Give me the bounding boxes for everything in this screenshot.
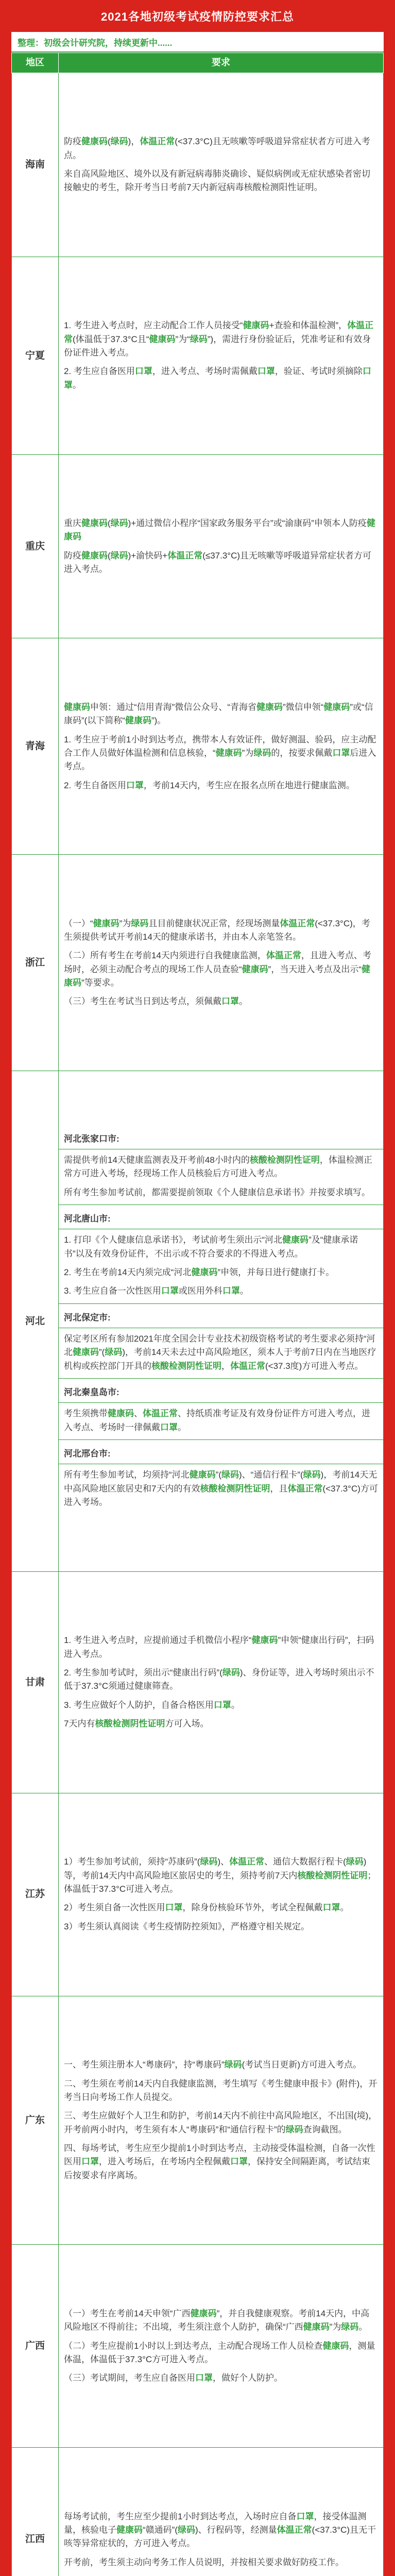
requirement-text: 所有考生参加考试前，都需要提前领取《个人健康信息承诺书》并按要求填写。: [64, 1187, 370, 1197]
requirements-table: [11, 53, 384, 2576]
requirement-text: 2. 考生自备医用口罩，考前14天内，考生应在报名点所在地进行健康监测。: [64, 780, 355, 790]
page-title: 2021各地初级考试疫情防控要求汇总: [11, 0, 384, 32]
update-notice: 整理：初级会计研究院，持续更新中......: [11, 32, 384, 53]
requirement-text: 考生须携带健康码、体温正常、持纸质准考证及有效身份证件方可进入考点，进入考点、考场时一律佩戴口罩。: [64, 1409, 370, 1432]
table-row: [12, 2448, 384, 2576]
requirement-cell: [59, 855, 384, 1071]
table-row: [12, 1571, 384, 1793]
requirement-text: 重庆健康码(绿码)+通过微信小程序“国家政务服务平台”或“渝康码”申领本人防疫健康码: [64, 518, 375, 542]
requirement-text: 健康码申领：通过“信用青海”微信公众号、“青海省健康码”微信申领“健康码”或“信康码”(以下简称“健康码”)。: [64, 702, 373, 726]
city-section: [59, 1303, 383, 1373]
requirement-text: （三）考生在考试当日到达考点，须佩戴口罩。: [64, 996, 248, 1007]
requirement-text: 一、考生须注册本人“粤康码”，持“粤康码”绿码(考试当日更新)方可进入考点。: [64, 2060, 362, 2070]
requirement-text: 需提供考前14天健康监测表及开考前48小时内的核酸检测阴性证明，体温检测正常方可进入考场，经现场工作人员核验后方可进入考点。: [64, 1155, 372, 1179]
requirement-text: 2. 考生在考前14天内须完成“河北健康码”申领，并每日进行健康打卡。: [64, 1267, 335, 1278]
requirement-text: 1. 考生应于考前1小时到达考点，携带本人有效证件，做好测温、验码，应主动配合工作人员做好体温检测和信息核验，“健康码”为绿码的，按要求佩戴口罩后进入考点。: [64, 734, 376, 772]
requirement-text: （二）所有考生在考前14天内须进行自我健康监测，体温正常，且进入考点、考场时，必须主动配合考点的现场工作人员查验“健康码”，当天进入考点及出示“健康码”等要求。: [64, 951, 371, 988]
requirement-text: 所有考生参加考试，均须持“河北健康码”(绿码)、“通信行程卡”(绿码)，考前14天无中高风险地区旅居史和7天内的有效核酸检测阴性证明，且体温正常(<37.3°C)方可进入考场。: [64, 1470, 378, 1507]
table-row: [12, 638, 384, 855]
requirement-text: 7天内有核酸检测阴性证明方可入场。: [64, 1719, 209, 1729]
requirement-text: 1. 打印《个人健康信息承诺书》，考试前考生须出示“河北健康码”及“健康承诺书”以及有效身份证件，不出示或不符合要求的不得进入考点。: [64, 1235, 358, 1259]
region-cell: 江西: [12, 2448, 59, 2576]
table-body: [12, 73, 384, 2576]
table-header-row: [12, 53, 384, 73]
city-heading: 河北唐山市:: [59, 1209, 383, 1229]
requirement-text: 每场考试前，考生应至少提前1小时到达考点，入场时应自备口罩，接受体温测量，核验电子健康码“赣通码”(绿码)、行程码等，经测量体温正常(<37.3°C)且无干咳等异常症状的，方可进入考点。: [64, 2511, 376, 2549]
requirement-text: 1）考生参加考试前，须持“苏康码”(绿码)、体温正常、通信大数据行程卡(绿码)等，考前14天内中高风险地区旅居史的考生，须持考前7天内核酸检测阴性证明；体温低于37.3°C可进入考点。: [64, 1857, 376, 1894]
requirement-text: 3. 考生应自备一次性医用口罩或医用外科口罩。: [64, 1286, 249, 1296]
requirement-text: 2）考生须自备一次性医用口罩，除身份核验环节外，考试全程佩戴口罩。: [64, 1903, 349, 1913]
page-frame: [11, 0, 384, 2576]
table-row: [12, 855, 384, 1071]
requirement-cell: [59, 2245, 384, 2448]
city-heading: 河北保定市:: [59, 1308, 383, 1328]
city-section: [59, 1439, 383, 1509]
requirement-text: 二、考生须在考前14天内自我健康监测，考生填写《考生健康申报卡》(附件)，开考当日向考场工作人员提交。: [64, 2078, 377, 2102]
requirement-text: 2. 考生应自备医用口罩，进入考点、考场时需佩戴口罩，验证、考试时须摘除口罩。: [64, 366, 371, 390]
requirement-cell: [59, 454, 384, 638]
region-cell: 海南: [12, 73, 59, 257]
region-cell: 宁夏: [12, 257, 59, 454]
table-row: [12, 1071, 384, 1572]
table-row: [12, 73, 384, 257]
requirement-cell: [59, 638, 384, 855]
city-heading: 河北邢台市:: [59, 1444, 383, 1464]
region-cell: 青海: [12, 638, 59, 855]
city-section: [59, 1205, 383, 1298]
table-row: [12, 454, 384, 638]
region-cell: 江苏: [12, 1793, 59, 1996]
header-requirements: 要求: [59, 53, 384, 73]
requirement-text: 2. 考生参加考试时，须出示“健康出行码”(绿码)、身份证等，进入考场时须出示不低于37.3°C须通过健康筛查。: [64, 1668, 374, 1691]
region-cell: 甘肃: [12, 1571, 59, 1793]
table-row: [12, 257, 384, 454]
region-cell: 浙江: [12, 855, 59, 1071]
requirement-text: 3）考生须认真阅读《考生疫情防控须知》，严格遵守相关规定。: [64, 1921, 310, 1931]
region-cell: 河北: [12, 1071, 59, 1572]
requirement-cell: [59, 2448, 384, 2576]
city-section: [59, 1378, 383, 1434]
requirement-text: 开考前，考生须主动向考务工作人员说明，并按相关要求做好防疫工作。: [64, 2557, 344, 2567]
requirement-text: 防疫健康码(绿码)+渝快码+体温正常(≤37.3°C)且无咳嗽等呼吸道异常症状者方可进入考点。: [64, 550, 372, 574]
requirement-text: 来自高风险地区、境外以及有新冠病毒肺炎确诊、疑似病例或无症状感染者密切接触史的考生，除开考当日考前7天内新冠病毒核酸检测阳性证明。: [64, 168, 370, 193]
requirement-text: （一）“健康码”为绿码且目前健康状况正常，经现场测量体温正常(<37.3°C)，考生须提供考试开考前14天的健康承诺书，并由本人亲笔签名。: [64, 918, 370, 942]
requirement-cell: [59, 1071, 384, 1572]
requirement-cell: [59, 1996, 384, 2245]
requirement-text: 3. 考生应做好个人防护，自备合格医用口罩。: [64, 1700, 240, 1710]
requirement-cell: [59, 257, 384, 454]
requirement-text: 三、考生应做好个人卫生和防护，考前14天内不前往中高风险地区，不出国(境)，开考前两小时内，考生须有本人“粤康码”和“通信行程卡”的绿码查询截图。: [64, 2111, 377, 2134]
table-row: [12, 1793, 384, 1996]
requirement-cell: [59, 73, 384, 257]
city-section: [64, 1129, 378, 1199]
requirement-text: 保定考区所有参加2021年度全国会计专业技术初级资格考试的考生要求必须持“河北健康码”(绿码)，考前14天未去过中高风险地区，须本人于考前7日内在当地医疗机构或疾控部门开具的核酸检测阴性证明，体温正常(<37.3度)方可进入考点。: [64, 1334, 376, 1371]
city-heading: 河北秦皇岛市:: [59, 1383, 383, 1403]
region-cell: 广西: [12, 2245, 59, 2448]
requirement-text: 1. 考生进入考点时，应提前通过手机微信小程序“健康码”申领“健康出行码”，扫码进入考点。: [64, 1635, 374, 1659]
requirement-text: 1. 考生进入考点时，应主动配合工作人员接受“健康码+查验和体温检测”，体温正常(体温低于37.3°C且“健康码”为“绿码”)，需进行身份验证后，凭准考证和有效身份证件进入考点。: [64, 320, 374, 358]
requirement-text: 防疫健康码(绿码)，体温正常(<37.3°C)且无咳嗽等呼吸道异常症状者方可进入考点。: [64, 137, 370, 160]
table-row: [12, 2245, 384, 2448]
requirement-text: 四、每场考试，考生应至少提前1小时到达考点，主动接受体温检测，自备一次性医用口罩，进入考场后，在考场内全程佩戴口罩，保持安全间隔距离，考试结束后按要求有序离场。: [64, 2143, 375, 2180]
table-row: [12, 1996, 384, 2245]
requirement-text: （一）考生在考前14天申领“广西健康码”，并自我健康观察。考前14天内，中高风险地区不得前往；不出境，考生须注意个人防护，确保“广西健康码”为绿码。: [64, 2309, 370, 2332]
region-cell: 广东: [12, 1996, 59, 2245]
header-region: 地区: [12, 53, 59, 73]
region-cell: 重庆: [12, 454, 59, 638]
requirement-cell: [59, 1793, 384, 1996]
city-heading: 河北张家口市:: [59, 1129, 383, 1149]
requirement-text: （三）考试期间，考生应自备医用口罩，做好个人防护。: [64, 2373, 283, 2383]
requirement-text: （二）考生应提前1小时以上到达考点，主动配合现场工作人员检查健康码，测量体温，体温低于37.3°C方可进入考点。: [64, 2341, 375, 2365]
requirement-cell: [59, 1571, 384, 1793]
